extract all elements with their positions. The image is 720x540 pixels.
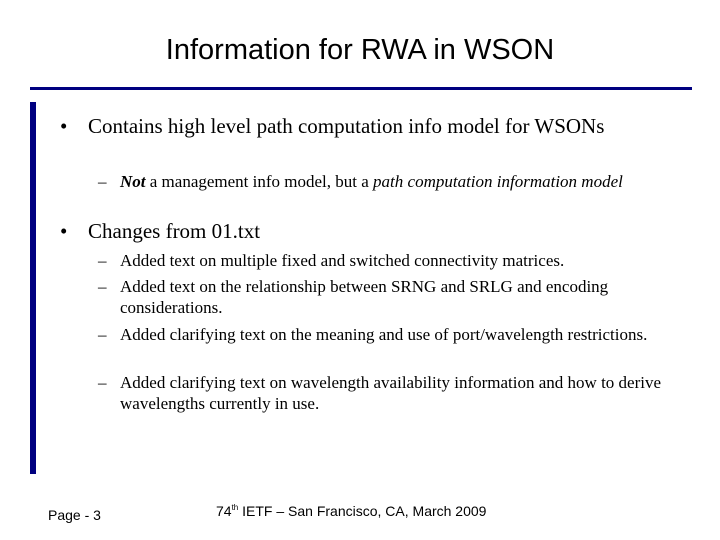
dash-icon: – bbox=[98, 325, 107, 344]
dash-icon: – bbox=[98, 251, 107, 270]
event-number: 74 bbox=[216, 503, 232, 519]
page-number: Page - 3 bbox=[48, 507, 101, 523]
sub-bullet-text: Added clarifying text on the meaning and use of port/wavelength restrictions. bbox=[120, 325, 648, 344]
bullet-text: Changes from 01.txt bbox=[88, 219, 261, 243]
sub-bullet-text: Added text on the relationship between SRNG and SRLG and encoding considerations. bbox=[120, 277, 609, 317]
left-accent-bar bbox=[30, 102, 36, 474]
dash-icon: – bbox=[98, 373, 107, 392]
slide-title: Information for RWA in WSON bbox=[165, 34, 555, 66]
sub-bullet-text bbox=[120, 171, 665, 192]
bullet-icon: • bbox=[60, 219, 68, 243]
title-underline bbox=[30, 87, 692, 90]
sub-bullet-text: Added clarifying text on wavelength availability information and how to derive wavelengths currently in use. bbox=[120, 373, 662, 413]
event-suffix: th bbox=[231, 503, 239, 512]
italic-text: path computation information model bbox=[373, 172, 623, 191]
dash-icon: – bbox=[98, 172, 107, 191]
emphasis-text: Not bbox=[120, 172, 146, 191]
dash-icon: – bbox=[98, 277, 107, 296]
bullet-text: Contains high level path computation info model for WSONs bbox=[88, 114, 605, 138]
sub-bullet-text: Added text on multiple fixed and switched connectivity matrices. bbox=[120, 251, 565, 270]
bullet-icon: • bbox=[60, 114, 68, 138]
sub-bullet-text-mid: a management info model, but a bbox=[145, 172, 374, 191]
event-footer bbox=[216, 503, 486, 519]
event-text: IETF – San Francisco, CA, March 2009 bbox=[238, 503, 487, 519]
